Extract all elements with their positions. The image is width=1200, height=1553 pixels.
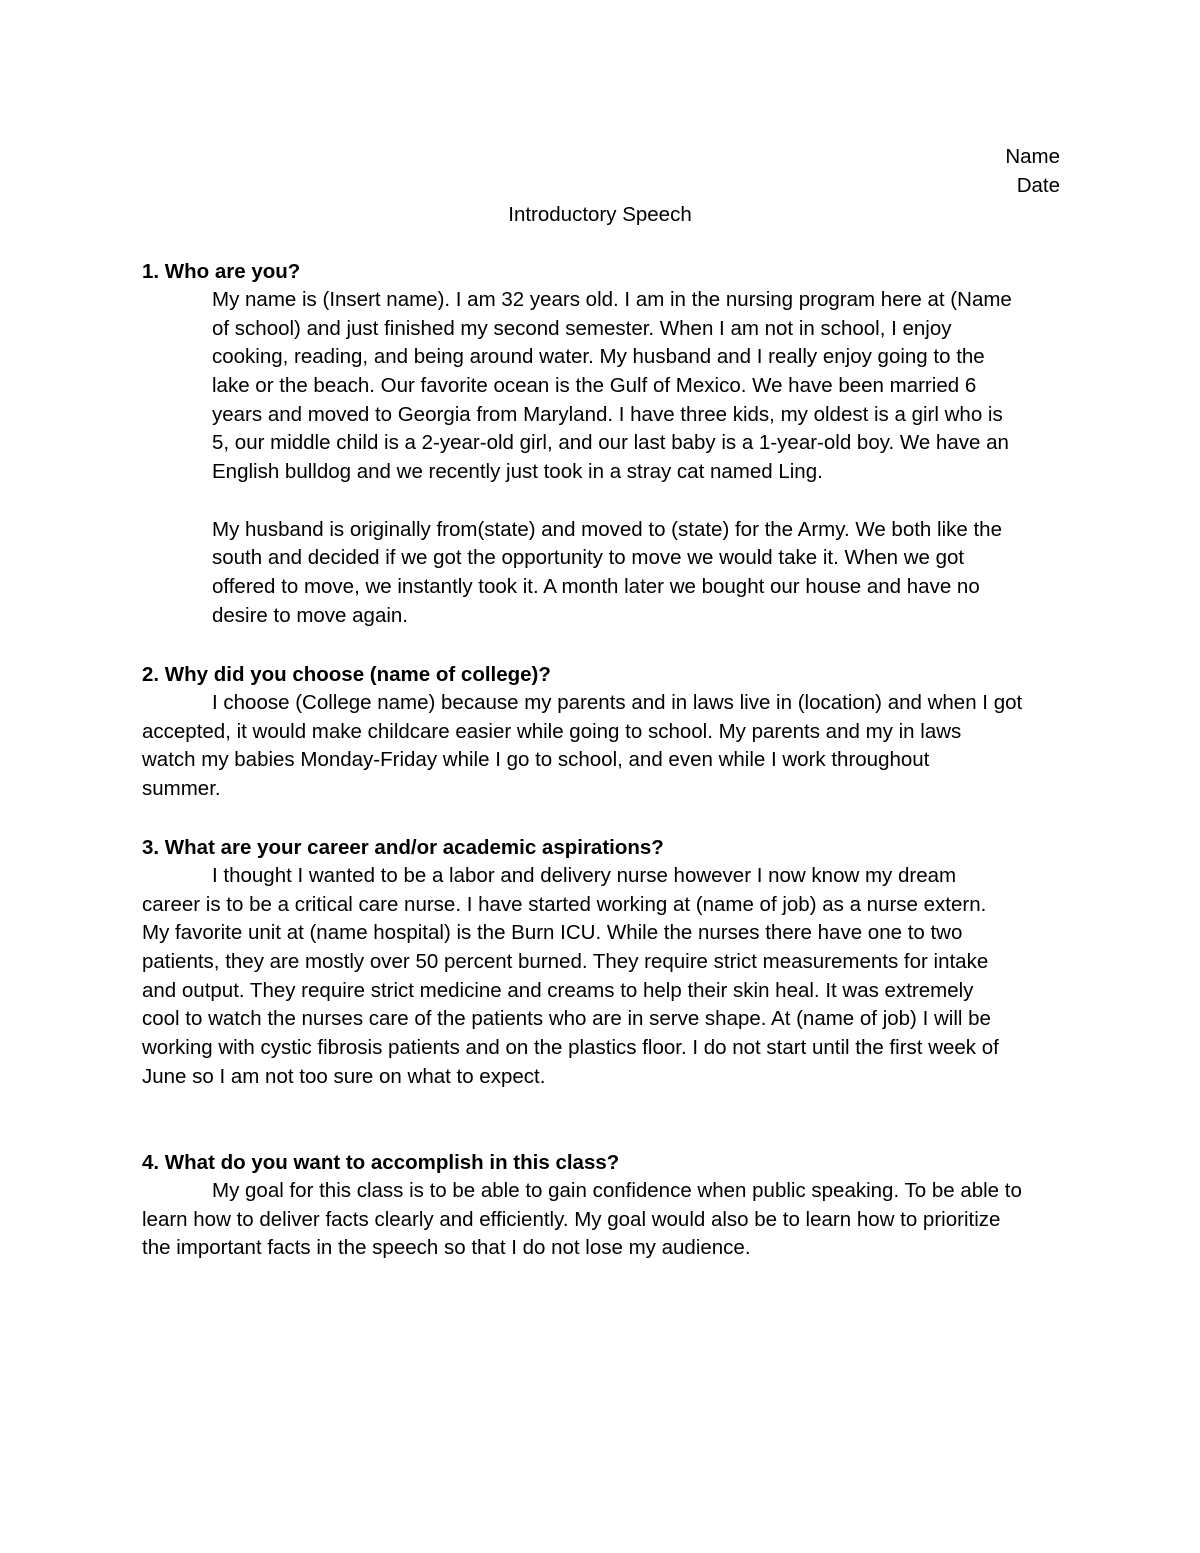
section-class-goals	[142, 1148, 1072, 1263]
answer-line: My favorite unit at (name hospital) is the Burn ICU. While the nurses there have one to two	[142, 921, 963, 945]
answer-block	[142, 862, 1072, 1092]
question-heading: 3. What are your career and/or academic aspirations?	[142, 836, 664, 859]
answer-line: I choose (College name) because my parents and in laws live in (location) and when I got	[212, 691, 1023, 714]
answer-line: desire to move again.	[212, 603, 409, 627]
paragraph-gap	[212, 487, 1072, 516]
answer-line: cool to watch the nurses care of the patients who are in serve shape. At (name of job) I will be	[142, 1007, 991, 1031]
question-heading: 2. Why did you choose (name of college)?	[142, 663, 551, 686]
answer-block	[142, 689, 1072, 804]
answer-line: 5, our middle child is a 2-year-old girl, and our last baby is a 1-year-old boy. We have an	[212, 431, 1009, 455]
date-label: Date	[1016, 174, 1060, 197]
answer-line: lake or the beach. Our favorite ocean is the Gulf of Mexico. We have been married 6	[212, 374, 977, 398]
question-heading: 1. Who are you?	[142, 260, 301, 283]
page-title: Introductory Speech	[508, 203, 692, 226]
answer-line: My goal for this class is to be able to gain confidence when public speaking. To be able to	[212, 1179, 1022, 1202]
answer-line: of school) and just finished my second semester. When I am not in school, I enjoy	[212, 316, 952, 340]
answer-line: years and moved to Georgia from Maryland. I have three kids, my oldest is a girl who is	[212, 402, 1003, 426]
answer-line: accepted, it would make childcare easier while going to school. My parents and my in laws	[142, 719, 962, 743]
question-heading: 4. What do you want to accomplish in this class?	[142, 1151, 620, 1174]
section-career-aspirations	[142, 833, 1072, 1092]
answer-line: June so I am not too sure on what to expect.	[142, 1064, 546, 1088]
answer-block	[142, 1177, 1072, 1263]
name-label: Name	[1005, 145, 1060, 168]
answer-line: south and decided if we got the opportunity to move we would take it. When we got	[212, 546, 965, 570]
answer-line: My husband is originally from(state) and moved to (state) for the Army. We both like the	[212, 517, 1002, 541]
answer-block	[142, 286, 1072, 630]
answer-line: cooking, reading, and being around water. My husband and I really enjoy going to the	[212, 345, 985, 369]
answer-line: offered to move, we instantly took it. A month later we bought our house and have no	[212, 574, 980, 598]
answer-line: My name is (Insert name). I am 32 years old. I am in the nursing program here at (Name	[212, 288, 1012, 311]
answer-line: and output. They require strict medicine and creams to help their skin heal. It was extremely	[142, 978, 974, 1002]
section-why-college	[142, 660, 1072, 804]
answer-line: learn how to deliver facts clearly and efficiently. My goal would also be to learn how to prioritize	[142, 1207, 1001, 1231]
answer-line: career is to be a critical care nurse. I have started working at (name of job) as a nurse extern.	[142, 892, 987, 916]
answer-line: working with cystic fibrosis patients and on the plastics floor. I do not start until the first week of	[142, 1036, 999, 1060]
answer-line: summer.	[142, 777, 221, 801]
section-who-are-you	[142, 257, 1072, 630]
answer-line: I thought I wanted to be a labor and delivery nurse however I now know my dream	[212, 864, 957, 887]
answer-line: English bulldog and we recently just took in a stray cat named Ling.	[212, 460, 823, 484]
header-block	[1005, 142, 1060, 200]
answer-line: watch my babies Monday-Friday while I go to school, and even while I work throughout	[142, 748, 930, 772]
answer-line: the important facts in the speech so that I do not lose my audience.	[142, 1236, 751, 1260]
answer-line: patients, they are mostly over 50 percent burned. They require strict measurements for intake	[142, 950, 989, 974]
